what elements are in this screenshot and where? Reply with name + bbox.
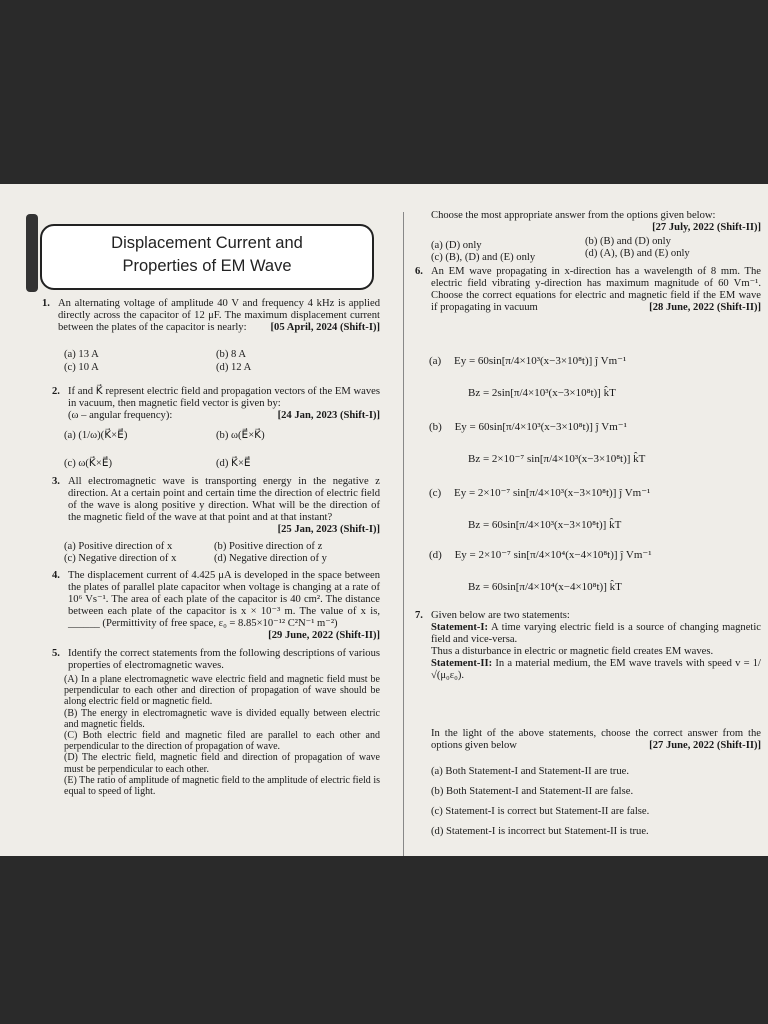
question-text: An EM wave propagating in x-direction has a wavelength of 8 mm. The electric field vibrating y-direction has maximum magnitude of 60 Vm⁻¹. Choose the correct equations for electric and magnetic field if the EM wave if propagating in vacuum bbox=[431, 266, 761, 313]
question-2 bbox=[52, 386, 380, 422]
statement-a: (A) In a plane electromagnetic wave electric field and magnetic field must be perpendicular to each other and direction of propagation of wave should be along electric field or magnetic field. bbox=[64, 674, 380, 708]
option-label: (a) bbox=[429, 355, 442, 367]
statement-e: (E) The ratio of amplitude of magnetic field to the amplitude of electric field is equal to speed of light. bbox=[64, 774, 380, 798]
option-label: (c) bbox=[429, 487, 442, 499]
statement-1-extra: Thus a disturbance in electric or magnetic field creates EM waves. bbox=[431, 646, 714, 657]
question-source: [29 June, 2022 (Shift-II)] bbox=[268, 630, 380, 641]
option-a: (a) (D) only bbox=[431, 240, 482, 251]
q5-statement-list bbox=[64, 674, 380, 797]
electric-field-eq: Ey = 2×10⁻⁷ sin[π/4×10⁴(x−4×10⁸t)] ĵ Vm⁻¹ bbox=[454, 549, 652, 561]
question-source: [27 June, 2022 (Shift-II)] bbox=[649, 740, 761, 751]
option-b: (b) Both Statement-I and Statement-II are false. bbox=[431, 786, 634, 797]
question-3 bbox=[52, 476, 380, 536]
statement-2-text: In a material medium, the EM wave travels with speed v = 1/√(μ₀ε₀). bbox=[431, 658, 761, 681]
question-subtext: (ω – angular frequency): bbox=[68, 410, 173, 421]
statement-1-text: A time varying electric field is a source of changing magnetic field and vice-versa. bbox=[431, 622, 761, 645]
option-d: (d) Statement-I is incorrect but Statement-II is true. bbox=[431, 826, 649, 837]
instruction-text: In the light of the above statements, choose the correct answer from the options given below bbox=[431, 728, 761, 751]
statement-b: (B) The energy in electromagnetic wave is divided equally between electric and magnetic fields. bbox=[64, 707, 380, 730]
question-number: 5. bbox=[52, 648, 60, 659]
option-c: (c) Negative direction of x bbox=[64, 553, 177, 564]
choose-text: Choose the most appropriate answer from the options given below: bbox=[431, 210, 716, 221]
question-text: All electromagnetic wave is transporting energy in the negative z direction. At a certain point and certain time the direction of electric field of the wave is along positive y direction. What will be the direction of the magnetic field of the wave at that point and at that instant? bbox=[68, 476, 380, 523]
question-source: [25 Jan, 2023 (Shift-I)] bbox=[277, 524, 380, 535]
option-b: (b) Positive direction of z bbox=[214, 541, 323, 552]
magnetic-field-eq: Bz = 60sin[π/4×10³(x−3×10⁸t)] k̂T bbox=[468, 519, 622, 531]
question-4 bbox=[52, 570, 380, 642]
statement-2-label: Statement-II: bbox=[431, 658, 493, 669]
electric-field-eq: Ey = 60sin[π/4×10³(x−3×10⁸t)] ĵ Vm⁻¹ bbox=[453, 355, 627, 367]
option-a: (a) Positive direction of x bbox=[64, 541, 173, 552]
option-c: (c) 10 A bbox=[64, 362, 99, 373]
option-c: (c) ω(K⃗×E⃗) bbox=[64, 458, 113, 469]
textbook-page bbox=[0, 184, 768, 856]
question-6 bbox=[415, 266, 761, 314]
statement-1-label: Statement-I: bbox=[431, 622, 489, 633]
question-number: 2. bbox=[52, 386, 60, 397]
question-text: Identify the correct statements from the following descriptions of various properties of electromagnetic waves. bbox=[68, 648, 380, 671]
option-a: (a) 13 A bbox=[64, 349, 99, 360]
section-title-box bbox=[40, 224, 374, 290]
question-number: 4. bbox=[52, 570, 60, 581]
q6-option-d bbox=[429, 548, 652, 562]
question-text: If and K⃗ represent electric field and propagation vectors of the EM waves in vacuum, then magnetic field vector is given by: bbox=[68, 386, 380, 409]
title-accent-bar bbox=[26, 214, 38, 292]
question-number: 6. bbox=[415, 266, 423, 277]
option-a: (a) Both Statement-I and Statement-II are true. bbox=[431, 766, 629, 777]
question-source: [05 April, 2024 (Shift-I)] bbox=[270, 322, 380, 333]
question-source: [27 July, 2022 (Shift-II)] bbox=[652, 222, 761, 233]
question-7 bbox=[415, 610, 761, 682]
q6-option-c bbox=[429, 486, 650, 500]
electric-field-eq: Ey = 60sin[π/4×10³(x−3×10⁸t)] ĵ Vm⁻¹ bbox=[454, 421, 627, 433]
magnetic-field-eq: Bz = 2sin[π/4×10³(x−3×10⁸t)] k̂T bbox=[468, 387, 616, 399]
title-line-1: Displacement Current and bbox=[111, 234, 303, 252]
question-text: An alternating voltage of amplitude 40 V and frequency 4 kHz is applied directly across the capacitor of 12 μF. The maximum displacement current between the plates of the capacitor is nearly: bbox=[58, 298, 380, 333]
question-number: 1. bbox=[42, 298, 50, 309]
column-divider bbox=[403, 212, 404, 856]
option-label: (d) bbox=[429, 549, 442, 561]
q5-choose bbox=[431, 210, 761, 234]
electric-field-eq: Ey = 2×10⁻⁷ sin[π/4×10³(x−3×10⁸t)] ĵ Vm⁻¹ bbox=[453, 487, 651, 499]
title-line-2: Properties of EM Wave bbox=[122, 257, 292, 275]
question-text: Given below are two statements: bbox=[431, 610, 570, 621]
statement-c: (C) Both electric field and magnetic filed are parallel to each other and perpendicular to the direction of propagation of wave. bbox=[64, 730, 380, 753]
q6-option-b bbox=[429, 420, 627, 434]
q7-instruction bbox=[431, 728, 761, 752]
option-c: (c) (B), (D) and (E) only bbox=[431, 252, 536, 263]
option-a: (a) (1/ω)(K⃗×E⃗) bbox=[64, 430, 128, 441]
option-d: (d) (A), (B) and (E) only bbox=[585, 248, 690, 259]
question-number: 7. bbox=[415, 610, 423, 621]
magnetic-field-eq: Bz = 60sin[π/4×10⁴(x−4×10⁸t)] k̂T bbox=[468, 581, 622, 593]
option-d: (d) K⃗×E⃗ bbox=[216, 458, 251, 469]
option-b: (b) 8 A bbox=[216, 349, 247, 360]
section-title bbox=[42, 232, 372, 278]
magnetic-field-eq: Bz = 2×10⁻⁷ sin[π/4×10³(x−3×10⁸t)] k̂T bbox=[468, 453, 646, 465]
question-text: The displacement current of 4.425 μA is developed in the space between the plates of parallel plate capacitor when voltage is changing at a rate of 10⁶ Vs⁻¹. The area of each plate of the capacitor is 40 cm². The distance between each plate of the capacitor is x × 10⁻³ m. The value of x is, ______ (Permittivity of free space, ε₀ = 8.85×10⁻¹² C²N⁻¹ m⁻²) bbox=[68, 570, 380, 629]
question-number: 3. bbox=[52, 476, 60, 487]
q6-option-a bbox=[429, 354, 626, 368]
option-b: (b) ω(E⃗×K⃗) bbox=[216, 430, 265, 441]
statement-d: (D) The electric field, magnetic field and direction of propagation of wave must be perpendicular to each other. bbox=[64, 752, 380, 775]
option-c: (c) Statement-I is correct but Statement-II are false. bbox=[431, 806, 650, 817]
option-b: (b) (B) and (D) only bbox=[585, 236, 671, 247]
question-source: [28 June, 2022 (Shift-II)] bbox=[649, 302, 761, 313]
option-label: (b) bbox=[429, 421, 442, 433]
question-5 bbox=[52, 648, 380, 672]
question-source: [24 Jan, 2023 (Shift-I)] bbox=[277, 410, 380, 421]
question-1 bbox=[42, 298, 380, 334]
option-d: (d) 12 A bbox=[216, 362, 252, 373]
option-d: (d) Negative direction of y bbox=[214, 553, 327, 564]
